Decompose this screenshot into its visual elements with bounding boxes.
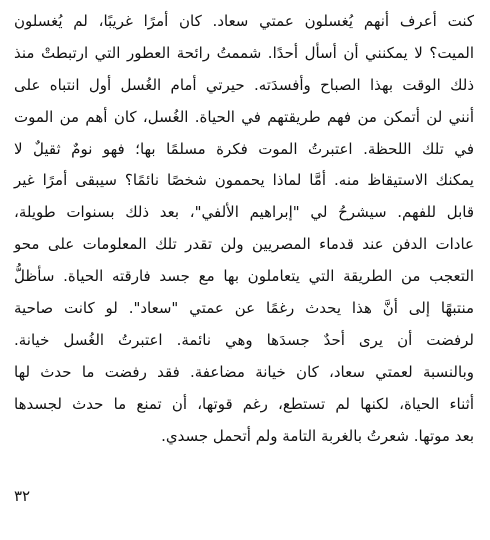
- text-line: بعد موتها. شعرتُ بالغربة التامة ولم أتحمل جسدي.: [161, 426, 474, 445]
- text-line: يمكنك الاستيقاظ منه. أمَّا لماذا يحممون شخصًا نائمًا؟ سيبقى أمرًا غير: [14, 171, 474, 190]
- text-line: أنني لن أتمكن من فهم طريقتهم في الحياة. الغُسل، كان أهم من الموت: [14, 107, 474, 126]
- text-line: ذلك الوقت بهذا الصباح وأفسدَته. حيرتي أمام الغُسل أول انتباه على: [14, 75, 474, 94]
- text-line: أثناء الحياة، لكنها لم تستطع، رغم قوتها، أن تمنع ما حدث لجسدها: [14, 394, 474, 413]
- text-line: لرفضت أن يرى أحدٌ جسدَها وهي نائمة. اعتبرتُ الغُسل خيانة.: [14, 330, 474, 349]
- text-line: عادات الدفن عند قدماء المصريين ولن تقدر تلك المعلومات على محو: [14, 235, 474, 254]
- text-line: كنت أعرف أنهم يُغسلون عمتي سعاد. كان أمرًا غريبًا، لم يُغسلون: [14, 12, 474, 30]
- text-line: في تلك اللحظة. اعتبرتُ الموت فكرة مسلمًا بها؛ فهو نومٌ ثقيلٌ لا: [14, 139, 474, 158]
- text-line: وبالنسبة لعمتي سعاد، كان خيانة مضاعفة. فقد رفضت ما حدث لها: [14, 362, 474, 381]
- text-line: الميت؟ لا يمكنني أن أسأل أحدًا. شممتُ رائحة العطور التي ارتبطتْ منذ: [14, 43, 474, 62]
- text-line: منتبهًا إلى أنَّ هذا يحدث رغمًا عن عمتي "سعاد". لو كانت صاحية: [14, 299, 474, 318]
- body-text: [14, 6, 474, 452]
- text-line: قابل للفهم. سيشرحُ لي "إبراهيم الألفي"، بعد ذلك بسنوات طويلة،: [14, 203, 474, 222]
- page-number: ٣٢: [14, 487, 31, 505]
- text-line: التعجب من الطريقة التي يتعاملون بها مع جسد فارقته الحياة. سأظلُّ: [14, 267, 474, 286]
